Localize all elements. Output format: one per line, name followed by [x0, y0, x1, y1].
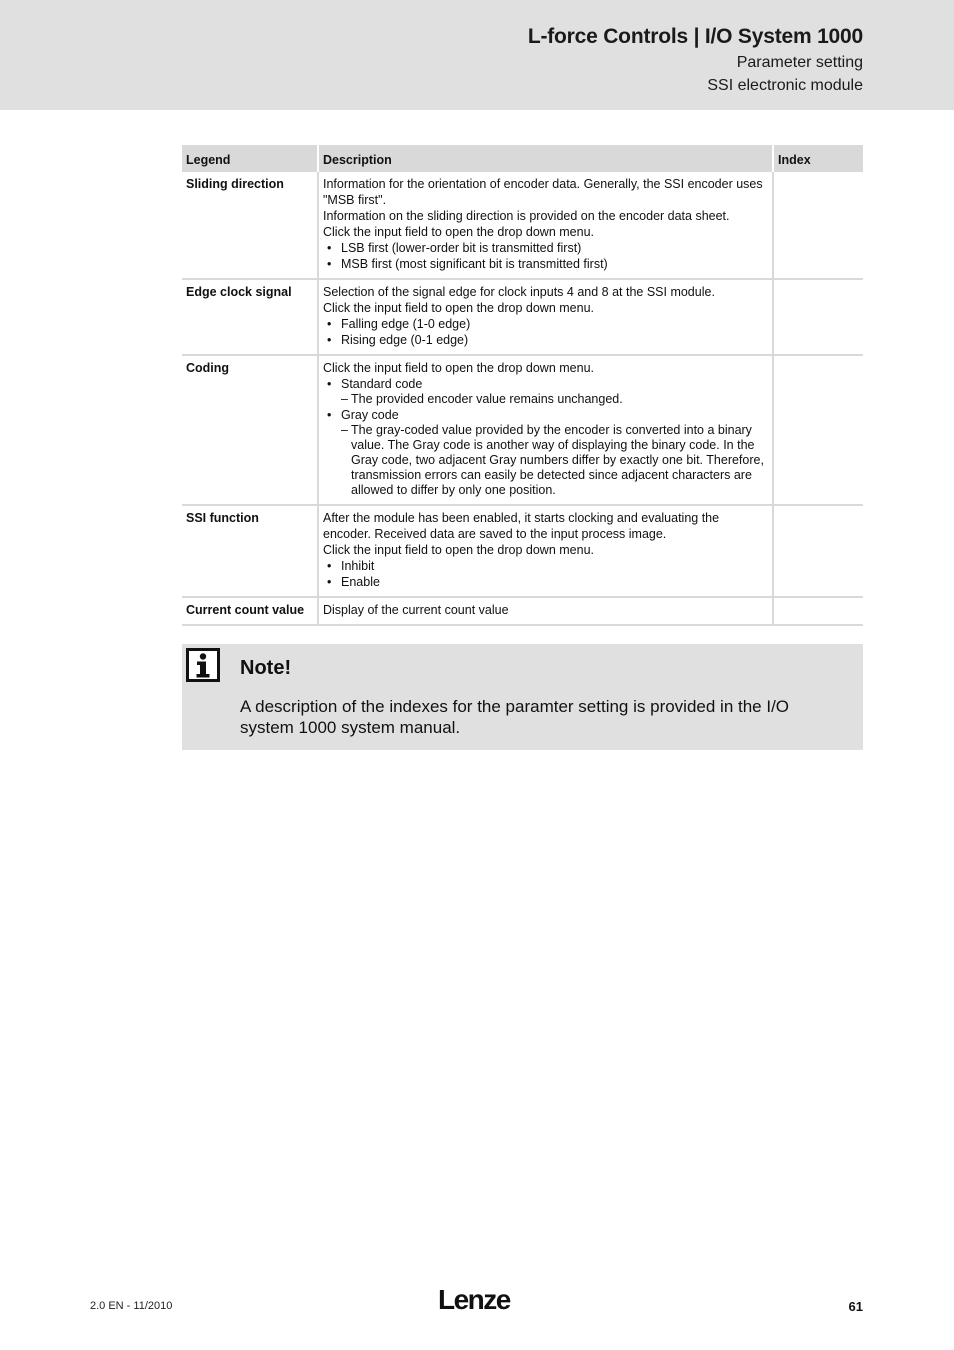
- description-line: Selection of the signal edge for clock inputs 4 and 8 at the SSI module.: [323, 285, 715, 299]
- column-header-index: Index: [773, 145, 863, 172]
- bullet-item: • Rising edge (0-1 edge): [323, 332, 768, 348]
- index-cell: [773, 172, 863, 279]
- note-title: Note!: [240, 657, 292, 679]
- info-icon: [186, 648, 220, 682]
- legend-cell: SSI function: [182, 505, 318, 597]
- description-cell: [318, 597, 773, 625]
- description-line: Click the input field to open the drop down menu.: [323, 361, 595, 375]
- note-text: A description of the indexes for the paramter setting is provided in the I/O system 1000 system manual.: [240, 697, 790, 737]
- description-cell: [318, 172, 773, 279]
- table-row: [182, 355, 863, 505]
- description-cell: [318, 505, 773, 597]
- index-cell: [773, 597, 863, 625]
- index-cell: [773, 355, 863, 505]
- legend-cell: Sliding direction: [182, 172, 318, 279]
- legend-cell: Coding: [182, 355, 318, 505]
- description-line: Information for the orientation of encoder data. Generally, the SSI encoder uses "MSB first".: [323, 177, 763, 207]
- parameter-table: [182, 145, 863, 626]
- bullet-item: • LSB first (lower-order bit is transmitted first): [323, 240, 768, 256]
- bullet-item: • MSB first (most significant bit is transmitted first): [323, 256, 768, 272]
- bullet-item: • Standard code: [323, 376, 768, 392]
- description-line: Information on the sliding direction is provided on the encoder data sheet.: [323, 209, 730, 223]
- page-number: 61: [848, 1299, 863, 1314]
- table-row: [182, 172, 863, 279]
- legend-cell: Edge clock signal: [182, 279, 318, 355]
- description-line: Click the input field to open the drop down menu.: [323, 301, 595, 315]
- column-header-description: Description: [318, 145, 773, 172]
- legend-cell: Current count value: [182, 597, 318, 625]
- bullet-item: • Falling edge (1-0 edge): [323, 316, 768, 332]
- description-line: Click the input field to open the drop down menu.: [323, 225, 595, 239]
- bullet-item: • Inhibit: [323, 558, 768, 574]
- index-cell: [773, 505, 863, 597]
- bullet-item: • Gray code: [323, 407, 768, 423]
- note-box: [182, 644, 863, 750]
- lenze-logo: Lenze: [438, 1284, 510, 1315]
- description-line: After the module has been enabled, it starts clocking and evaluating the encoder. Received data are saved to the input process image.: [323, 511, 720, 541]
- table-row: [182, 279, 863, 355]
- table-row: [182, 505, 863, 597]
- description-cell: [318, 279, 773, 355]
- section-title: Parameter setting: [736, 54, 863, 71]
- sub-item: – The gray-coded value provided by the encoder is converted into a binary value. The Gray code is another way of displaying the binary code. In the Gray code, two adjacent Gray numbers differ by exactly one bit. Therefore, transmission errors can easily be detected since adjacent characters are allowed to differ by only one position.: [323, 423, 768, 498]
- document-title: L-force Controls | I/O System 1000: [527, 25, 863, 48]
- bullet-item: • Enable: [323, 574, 768, 590]
- description-line: Display of the current count value: [323, 603, 509, 617]
- table-row: [182, 597, 863, 625]
- header-band: [0, 0, 954, 110]
- table-header-row: [182, 145, 863, 172]
- description-cell: [318, 355, 773, 505]
- column-header-legend: Legend: [182, 145, 318, 172]
- sub-item: – The provided encoder value remains unchanged.: [323, 392, 768, 407]
- document-version: 2.0 EN - 11/2010: [90, 1300, 173, 1312]
- index-cell: [773, 279, 863, 355]
- description-line: Click the input field to open the drop down menu.: [323, 543, 595, 557]
- subsection-title: SSI electronic module: [707, 77, 863, 94]
